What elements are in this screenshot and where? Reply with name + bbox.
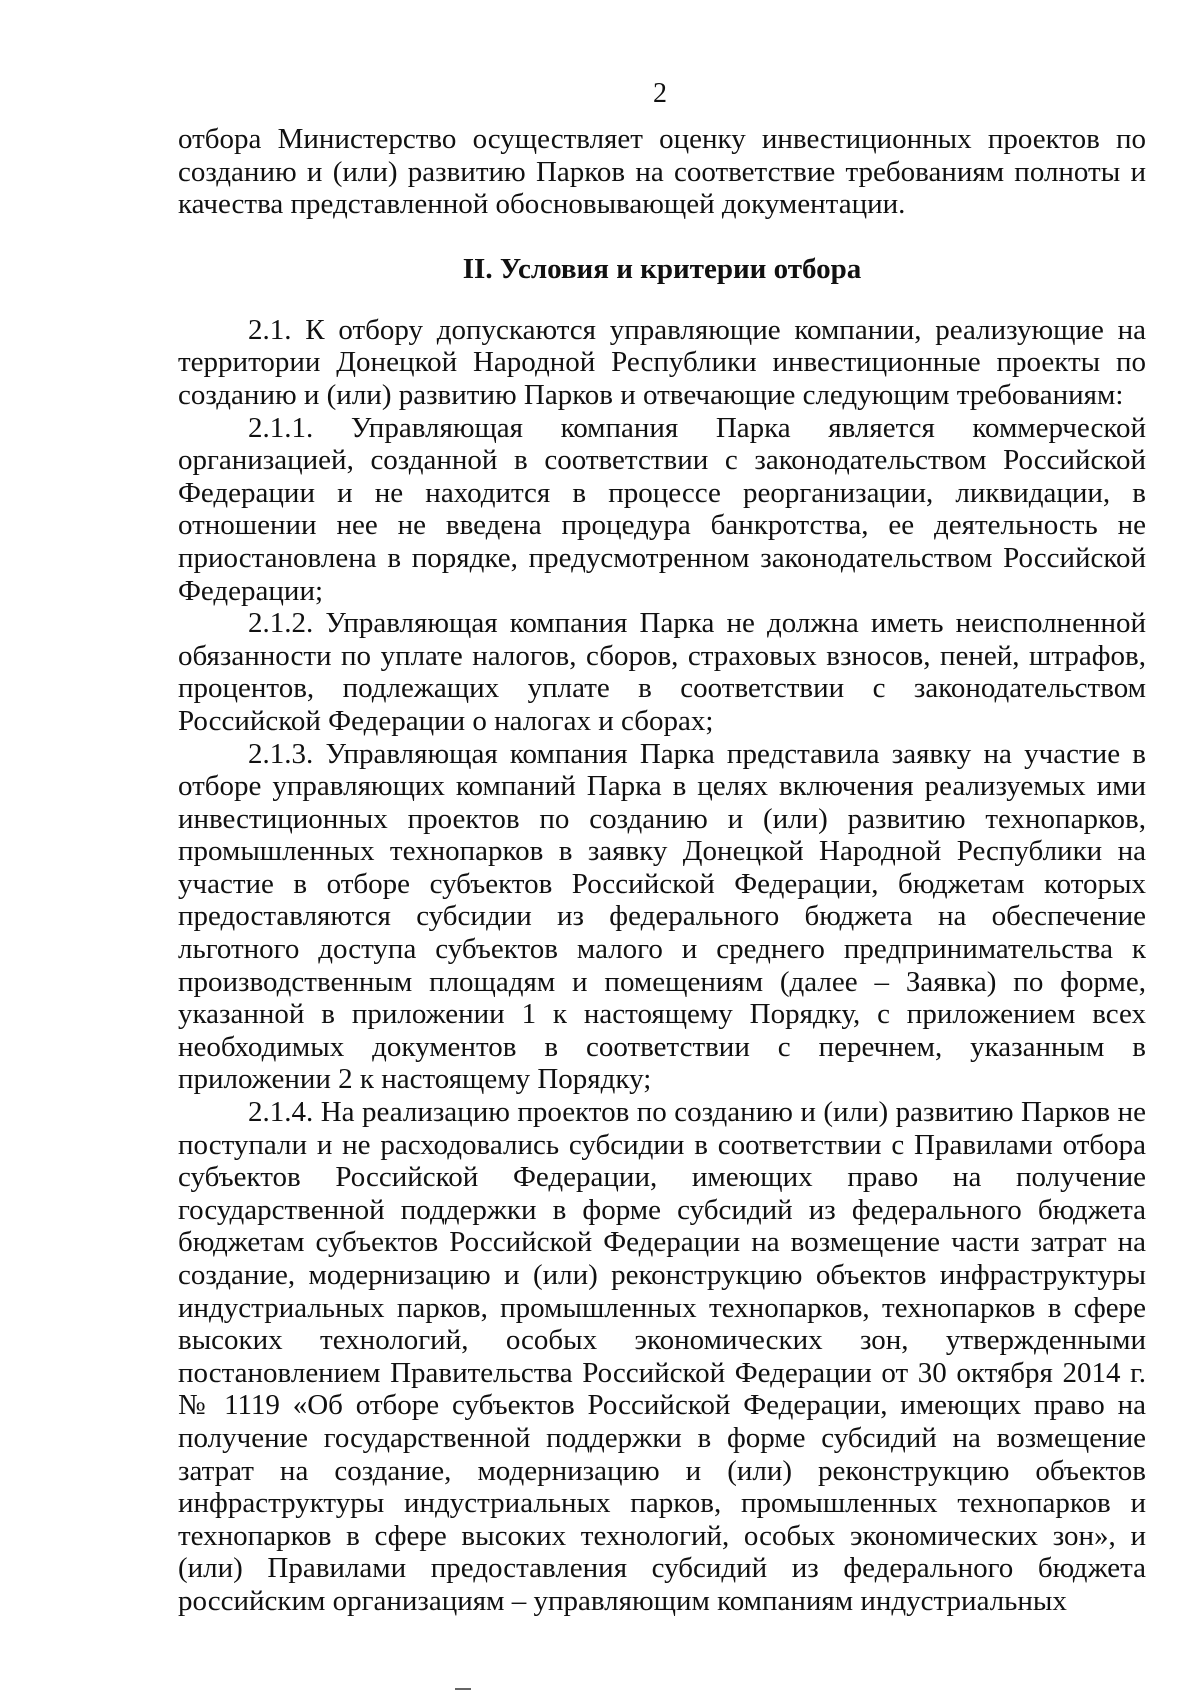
scan-mark (455, 1688, 471, 1690)
page-number: 2 (653, 78, 667, 109)
clause-2-1-2: 2.1.2. Управляющая компания Парка не должна иметь неисполненной обязанности по уплате налогов, сборов, страховых взносов, пеней, штрафов, процентов, подлежащих уплате в соответствии с законодательством Российской Федерации о налогах и сборах; (178, 607, 1146, 737)
clause-2-1-3: 2.1.3. Управляющая компания Парка представила заявку на участие в отборе управляющих компаний Парка в целях включения реализуемых ими инвестиционных проектов по созданию и (или) развитию технопарков, промышленных технопарков в заявку Донецкой Народной Республики на участие в отборе субъектов Российской Федерации, бюджетам которых предоставляются субсидии из федерального бюджета на обеспечение льготного доступа субъектов малого и среднего предпринимательства к производственным площадям и помещениям (далее – Заявка) по форме, указанной в приложении 1 к настоящему Порядку, с приложением всех необходимых документов в соответствии с перечнем, указанным в приложении 2 к настоящему Порядку; (178, 737, 1146, 1096)
intro-paragraph: отбора Министерство осуществляет оценку инвестиционных проектов по созданию и (или) развитию Парков на соответствие требованиям полноты и качества представленной обосновывающей документации. (178, 123, 1146, 221)
clause-2-1-4: 2.1.4. На реализацию проектов по созданию и (или) развитию Парков не поступали и не расходовались субсидии в соответствии с Правилами отбора субъектов Российской Федерации, имеющих право на получение государственной поддержки в форме субсидий из федерального бюджета бюджетам субъектов Российской Федерации на возмещение части затрат на создание, модернизацию и (или) реконструкцию объектов инфраструктуры индустриальных парков, промышленных технопарков, технопарков в сфере высоких технологий, особых экономических зон, утвержденными постановлением Правительства Российской Федерации от 30 октября 2014 г. № 1119 «Об отборе субъектов Российской Федерации, имеющих право на получение государственной поддержки в форме субсидий на возмещение затрат на создание, модернизацию и (или) реконструкцию объектов инфраструктуры индустриальных парков, промышленных технопарков и технопарков в сфере высоких технологий, особых экономических зон», и (или) Правилами предоставления субсидий из федерального бюджета российским организациям – управляющим компаниям индустриальных (178, 1096, 1146, 1617)
clause-2-1-1: 2.1.1. Управляющая компания Парка является коммерческой организацией, созданной в соответствии с законодательством Российской Федерации и не находится в процессе реорганизации, ликвидации, в отношении нее не введена процедура банкротства, ее деятельность не приостановлена в порядке, предусмотренном законодательством Российской Федерации; (178, 411, 1146, 607)
document-body (178, 123, 1146, 1618)
clause-2-1: 2.1. К отбору допускаются управляющие компании, реализующие на территории Донецкой Народной Республики инвестиционные проекты по созданию и (или) развитию Парков и отвечающие следующим требованиям: (178, 313, 1146, 411)
section-heading: II. Условия и критерии отбора (462, 252, 862, 285)
